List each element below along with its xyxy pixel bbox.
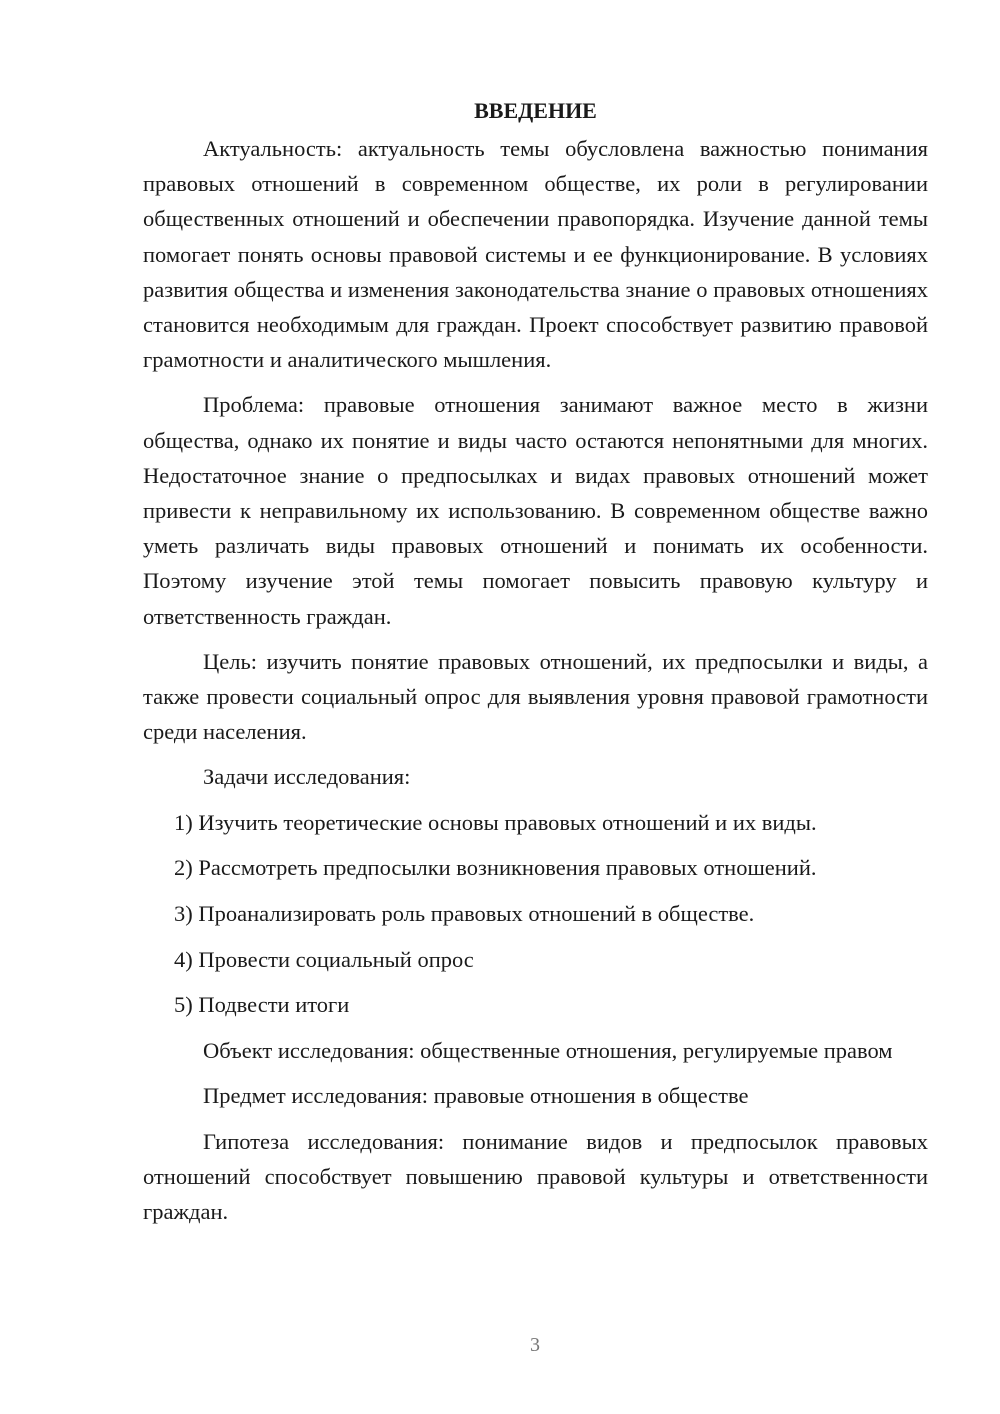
document-page (143, 96, 928, 1239)
task-item: 3) Проанализировать роль правовых отношений в обществе. (174, 901, 755, 927)
task-item: 5) Подвести итоги (174, 992, 350, 1018)
problem-paragraph: Проблема: правовые отношения занимают важное место в жизни общества, однако их понятие и виды часто остаются непонятными для многих. Недостаточное знание о предпосылках и видах правовых отношений может привести к неправильному их использованию. В современном обществе важно уметь различать виды правовых отношений и понимать их особенности. Поэтому изучение этой темы помогает повысить правовую культуру и ответственность граждан. (143, 392, 928, 629)
subject-paragraph: Предмет исследования: правовые отношения в обществе (203, 1083, 749, 1109)
hypothesis-paragraph: Гипотеза исследования: понимание видов и предпосылок правовых отношений способствует повышению правовой культуры и ответственности граждан. (143, 1128, 928, 1224)
relevance-paragraph: Актуальность: актуальность темы обусловлена важностью понимания правовых отношений в современном обществе, их роли в регулировании общественных отношений и обеспечении правопорядка. Изучение данной темы помогает понять основы правовой системы и ее функционирование. В условиях развития общества и изменения законодательства знание о правовых отношениях становится необходимым для граждан. Проект способствует развитию правовой грамотности и аналитического мышления. (143, 136, 928, 373)
section-title: ВВЕДЕНИЕ (474, 98, 597, 123)
task-item: 4) Провести социальный опрос (174, 946, 474, 972)
tasks-heading: Задачи исследования: (203, 764, 411, 790)
goal-paragraph: Цель: изучить понятие правовых отношений, их предпосылки и виды, а также провести социальный опрос для выявления уровня правовой грамотности среди населения. (143, 648, 928, 745)
task-item: 1) Изучить теоретические основы правовых отношений и их виды. (174, 809, 817, 835)
tasks-list (143, 805, 928, 1023)
page-number: 3 (530, 1334, 540, 1356)
task-item: 2) Рассмотреть предпосылки возникновения правовых отношений. (174, 855, 817, 881)
object-paragraph: Объект исследования: общественные отношения, регулируемые правом (203, 1038, 893, 1064)
